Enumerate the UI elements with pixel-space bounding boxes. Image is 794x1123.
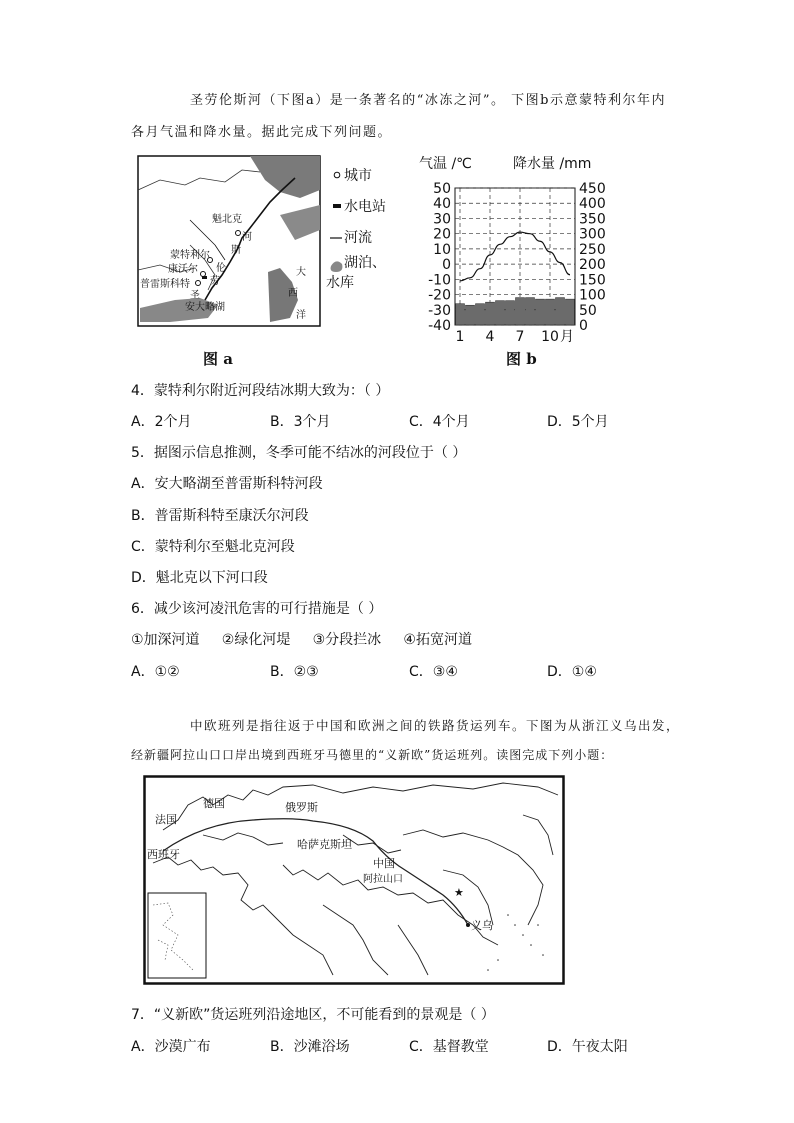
precip-bar xyxy=(546,299,555,325)
legend-lake-icon xyxy=(331,261,343,272)
q7-option-c[interactable]: C．基督教堂 xyxy=(409,1039,489,1055)
precip-bar xyxy=(476,304,485,325)
q5-stem: 5．据图示信息推测，冬季可能不结冰的河段位于（ ） xyxy=(131,445,467,461)
svg-text:西班牙: 西班牙 xyxy=(147,848,180,861)
q5-option-b[interactable]: B．普雷斯科特至康沃尔河段 xyxy=(131,508,309,524)
passage2-line1: 中欧班列是指往返于中国和欧洲之间的铁路货运列车。下图为从浙江义乌出发， xyxy=(190,718,681,733)
svg-text:中国: 中国 xyxy=(373,857,395,870)
left-tick-label: 30 xyxy=(433,211,451,228)
capital-star-icon: ★ xyxy=(454,886,464,899)
left-tick-label: -30 xyxy=(428,302,451,319)
q4-option-b[interactable]: B．3个月 xyxy=(270,414,331,430)
q7-stem: 7．“义新欧”货运班列沿途地区，不可能看到的景观是（ ） xyxy=(131,1007,495,1023)
svg-text:法国: 法国 xyxy=(155,813,177,826)
q6-items: ①加深河道 ②绿化河堤 ③分段拦冰 ④拓宽河道 xyxy=(131,632,472,648)
svg-text:河流: 河流 xyxy=(344,230,372,246)
svg-text:水电站: 水电站 xyxy=(344,199,386,215)
right-tick-label: 0 xyxy=(579,318,588,334)
precip-bar xyxy=(556,298,565,325)
right-tick-label: 300 xyxy=(579,226,606,243)
rail-route-map xyxy=(143,775,565,985)
precip-bar xyxy=(466,305,475,325)
svg-text:西: 西 xyxy=(288,288,298,299)
left-tick-label: 20 xyxy=(433,226,451,243)
q5-option-d[interactable]: D．魁北克以下河口段 xyxy=(131,570,268,586)
right-tick-label: 100 xyxy=(579,287,606,304)
map-a xyxy=(130,150,415,332)
svg-text:德国: 德国 xyxy=(203,797,225,810)
hydro-station-marker xyxy=(202,276,207,279)
label-andalue: 安大略湖 xyxy=(185,302,225,313)
q5-option-c[interactable]: C．蒙特利尔至魁北克河段 xyxy=(131,539,295,555)
q6-option-c[interactable]: C．③④ xyxy=(409,664,458,680)
svg-text:义乌: 义乌 xyxy=(471,919,493,932)
yiwu-marker xyxy=(466,923,470,927)
left-tick-label: -20 xyxy=(428,287,451,304)
svg-text:俄罗斯: 俄罗斯 xyxy=(285,801,318,814)
x-unit-label: 月 xyxy=(560,329,574,345)
svg-text:劳: 劳 xyxy=(210,276,220,287)
passage1-line2: 各月气温和降水量。据此完成下列问题。 xyxy=(131,125,393,140)
x-tick-label: 1 xyxy=(455,329,465,345)
q7-option-d[interactable]: D．午夜太阳 xyxy=(547,1039,628,1055)
right-tick-label: 150 xyxy=(579,272,606,289)
left-tick-label: 50 xyxy=(433,181,451,197)
svg-text:圣: 圣 xyxy=(190,290,200,301)
q4-option-d[interactable]: D．5个月 xyxy=(547,414,609,430)
label-kangwoer: 康沃尔 xyxy=(168,264,198,275)
svg-text:阿拉山口: 阿拉山口 xyxy=(363,874,403,885)
right-tick-label: 350 xyxy=(579,211,606,228)
label-puleisi: 普雷斯科特 xyxy=(140,279,190,290)
temp-axis-title: 气温 /℃ xyxy=(419,156,472,172)
svg-text:大: 大 xyxy=(296,267,306,278)
right-tick-label: 50 xyxy=(579,302,597,319)
precip-axis-title: 降水量 /mm xyxy=(513,156,592,172)
precip-bar xyxy=(516,298,525,325)
q6-option-b[interactable]: B．②③ xyxy=(270,664,319,680)
right-tick-label: 200 xyxy=(579,257,606,274)
right-tick-label: 250 xyxy=(579,241,606,258)
precip-bar xyxy=(536,299,545,325)
q5-option-a[interactable]: A．安大略湖至普雷斯科特河段 xyxy=(131,476,323,492)
right-tick-label: 400 xyxy=(579,196,606,213)
label-kuibeike: 魁北克 xyxy=(212,214,242,225)
x-tick-label: 4 xyxy=(485,329,495,345)
q6-option-a[interactable]: A．①② xyxy=(131,664,180,680)
passage1-line1: 圣劳伦斯河（下图a）是一条著名的“冰冻之河”。 下图b示意蒙特利尔年内 xyxy=(190,93,666,108)
legend-hydro-icon xyxy=(333,204,341,208)
q4-option-a[interactable]: A．2个月 xyxy=(131,414,192,430)
x-tick-label: 10 xyxy=(541,329,559,345)
label-mengtelier: 蒙特利尔 xyxy=(170,250,210,261)
left-tick-label: -40 xyxy=(428,318,451,334)
svg-text:湖泊、: 湖泊、 xyxy=(344,255,386,271)
inset-box xyxy=(148,893,206,978)
left-tick-label: 10 xyxy=(433,241,451,258)
precip-bar xyxy=(486,302,495,325)
x-tick-label: 7 xyxy=(515,329,525,345)
left-tick-label: -10 xyxy=(428,272,451,289)
climate-chart xyxy=(415,150,615,350)
temperature-line xyxy=(460,232,570,281)
passage2-line2: 经新疆阿拉山口口岸出境到西班牙马德里的“义新欧”货运班列。读图完成下列小题： xyxy=(131,748,614,762)
q4-stem: 4．蒙特利尔附近河段结冰期大致为：（ ） xyxy=(131,383,390,399)
svg-text:伦: 伦 xyxy=(216,263,226,274)
precip-bar xyxy=(566,299,575,325)
precip-bar xyxy=(506,301,515,325)
svg-text:水库: 水库 xyxy=(326,275,354,291)
quebec-city-marker xyxy=(236,231,241,236)
legend-city-icon xyxy=(334,172,340,178)
precip-bar xyxy=(526,298,535,325)
svg-text:哈萨克斯坦: 哈萨克斯坦 xyxy=(297,838,352,851)
q4-option-c[interactable]: C．4个月 xyxy=(409,414,470,430)
left-tick-label: 0 xyxy=(442,257,451,274)
q7-option-b[interactable]: B．沙滩浴场 xyxy=(270,1039,350,1055)
svg-text:斯: 斯 xyxy=(231,245,241,256)
svg-text:河: 河 xyxy=(242,232,252,243)
svg-text:洋: 洋 xyxy=(296,310,306,321)
right-tick-label: 450 xyxy=(579,181,606,197)
q6-stem: 6．减少该河凌汛危害的可行措施是（ ） xyxy=(131,601,383,617)
precip-bar xyxy=(496,301,505,325)
figure-a-caption: 图 a xyxy=(203,350,233,368)
svg-text:城市: 城市 xyxy=(344,168,372,184)
q6-option-d[interactable]: D．①④ xyxy=(547,664,597,680)
q7-option-a[interactable]: A．沙漠广布 xyxy=(131,1039,211,1055)
precip-bar xyxy=(456,304,465,325)
figure-b-caption: 图 b xyxy=(506,350,537,368)
left-tick-label: 40 xyxy=(433,196,451,213)
